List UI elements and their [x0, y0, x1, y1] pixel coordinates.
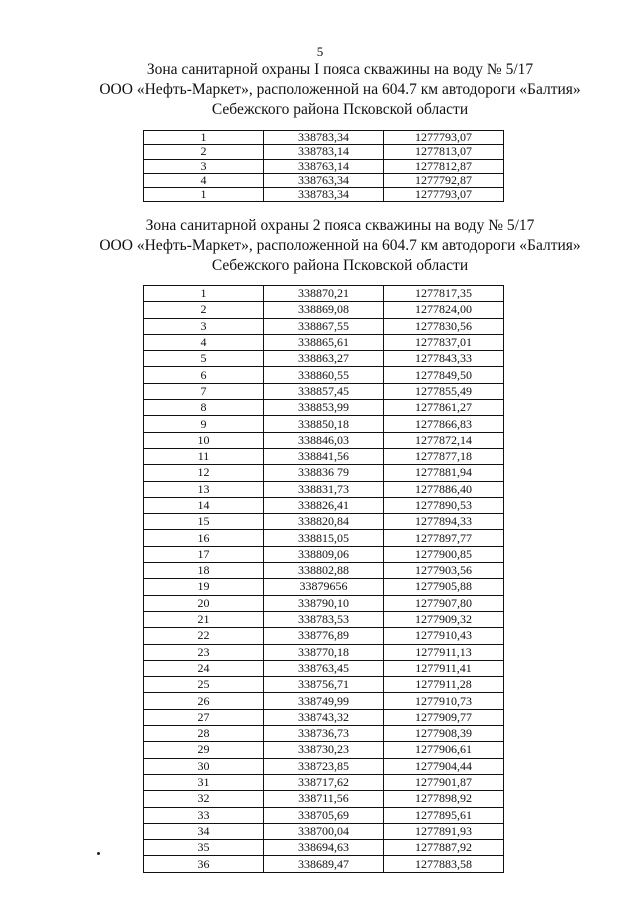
- x-coordinate-cell: 338723,85: [264, 758, 384, 774]
- y-coordinate-cell: 1277911,13: [384, 644, 504, 660]
- x-coordinate-cell: 338763,45: [264, 660, 384, 676]
- table-row: [144, 709, 504, 725]
- point-number-cell: 4: [144, 173, 264, 187]
- y-coordinate-cell: 1277861,27: [384, 400, 504, 416]
- y-coordinate-cell: 1277911,41: [384, 660, 504, 676]
- point-number-cell: 9: [144, 416, 264, 432]
- zone2-coordinates-table: [143, 285, 504, 873]
- x-coordinate-cell: 338865,61: [264, 334, 384, 350]
- point-number-cell: 13: [144, 481, 264, 497]
- zone2-heading: [0, 216, 640, 276]
- x-coordinate-cell: 338783,14: [264, 145, 384, 159]
- x-coordinate-cell: 338815,05: [264, 530, 384, 546]
- x-coordinate-cell: 338763,34: [264, 173, 384, 187]
- x-coordinate-cell: 338867,55: [264, 318, 384, 334]
- point-number-cell: 17: [144, 546, 264, 562]
- point-number-cell: 33: [144, 807, 264, 823]
- zone1-coordinates-table: [143, 130, 504, 202]
- y-coordinate-cell: 1277901,87: [384, 774, 504, 790]
- y-coordinate-cell: 1277849,50: [384, 367, 504, 383]
- table-row: [144, 145, 504, 159]
- point-number-cell: 36: [144, 856, 264, 872]
- x-coordinate-cell: 338689,47: [264, 856, 384, 872]
- point-number-cell: 34: [144, 823, 264, 839]
- point-number-cell: 4: [144, 334, 264, 350]
- table-row: [144, 791, 504, 807]
- point-number-cell: 2: [144, 145, 264, 159]
- point-number-cell: 11: [144, 448, 264, 464]
- x-coordinate-cell: 338836 79: [264, 465, 384, 481]
- point-number-cell: 25: [144, 677, 264, 693]
- table-row: [144, 611, 504, 627]
- table-row: [144, 758, 504, 774]
- x-coordinate-cell: 338763,14: [264, 159, 384, 173]
- x-coordinate-cell: 338841,56: [264, 448, 384, 464]
- x-coordinate-cell: 338831,73: [264, 481, 384, 497]
- table-row: [144, 131, 504, 145]
- zone1-heading: [0, 60, 640, 120]
- x-coordinate-cell: 338869,08: [264, 302, 384, 318]
- y-coordinate-cell: 1277793,07: [384, 188, 504, 202]
- y-coordinate-cell: 1277855,49: [384, 383, 504, 399]
- table-row: [144, 660, 504, 676]
- y-coordinate-cell: 1277905,88: [384, 579, 504, 595]
- point-number-cell: 24: [144, 660, 264, 676]
- table-row: [144, 465, 504, 481]
- table-row: [144, 383, 504, 399]
- point-number-cell: 5: [144, 351, 264, 367]
- point-number-cell: 19: [144, 579, 264, 595]
- x-coordinate-cell: 338783,53: [264, 611, 384, 627]
- table-row: [144, 481, 504, 497]
- table-row: [144, 159, 504, 173]
- table-row: [144, 823, 504, 839]
- y-coordinate-cell: 1277910,43: [384, 628, 504, 644]
- table-row: [144, 416, 504, 432]
- table-row: [144, 628, 504, 644]
- y-coordinate-cell: 1277890,53: [384, 497, 504, 513]
- x-coordinate-cell: 338717,62: [264, 774, 384, 790]
- point-number-cell: 3: [144, 318, 264, 334]
- zone1-title-line: Зона санитарной охраны I пояса скважины на воду № 5/17: [146, 61, 534, 78]
- point-number-cell: 1: [144, 286, 264, 302]
- point-number-cell: 1: [144, 188, 264, 202]
- zone2-title-line: Себежского района Псковской области: [211, 257, 469, 274]
- zone2-title-line: ООО «Нефть-Маркет», расположенной на 604.7 км автодороги «Балтия»: [99, 237, 581, 254]
- table-row: [144, 173, 504, 187]
- y-coordinate-cell: 1277891,93: [384, 823, 504, 839]
- x-coordinate-cell: 33879656: [264, 579, 384, 595]
- x-coordinate-cell: 338809,06: [264, 546, 384, 562]
- y-coordinate-cell: 1277894,33: [384, 514, 504, 530]
- x-coordinate-cell: 338857,45: [264, 383, 384, 399]
- table-row: [144, 840, 504, 856]
- y-coordinate-cell: 1277877,18: [384, 448, 504, 464]
- point-number-cell: 3: [144, 159, 264, 173]
- table-row: [144, 546, 504, 562]
- x-coordinate-cell: 338770,18: [264, 644, 384, 660]
- table-row: [144, 318, 504, 334]
- table-row: [144, 188, 504, 202]
- y-coordinate-cell: 1277900,85: [384, 546, 504, 562]
- y-coordinate-cell: 1277793,07: [384, 131, 504, 145]
- y-coordinate-cell: 1277866,83: [384, 416, 504, 432]
- table-row: [144, 563, 504, 579]
- table-row: [144, 514, 504, 530]
- point-number-cell: 12: [144, 465, 264, 481]
- x-coordinate-cell: 338783,34: [264, 188, 384, 202]
- point-number-cell: 32: [144, 791, 264, 807]
- table-row: [144, 856, 504, 872]
- y-coordinate-cell: 1277887,92: [384, 840, 504, 856]
- stray-dot-mark: [97, 852, 100, 855]
- x-coordinate-cell: 338853,99: [264, 400, 384, 416]
- table-row: [144, 530, 504, 546]
- table-row: [144, 367, 504, 383]
- x-coordinate-cell: 338820,84: [264, 514, 384, 530]
- x-coordinate-cell: 338749,99: [264, 693, 384, 709]
- point-number-cell: 2: [144, 302, 264, 318]
- table-row: [144, 286, 504, 302]
- point-number-cell: 14: [144, 497, 264, 513]
- point-number-cell: 16: [144, 530, 264, 546]
- x-coordinate-cell: 338860,55: [264, 367, 384, 383]
- y-coordinate-cell: 1277908,39: [384, 726, 504, 742]
- table-row: [144, 400, 504, 416]
- y-coordinate-cell: 1277909,77: [384, 709, 504, 725]
- table-row: [144, 774, 504, 790]
- point-number-cell: 6: [144, 367, 264, 383]
- point-number-cell: 30: [144, 758, 264, 774]
- y-coordinate-cell: 1277883,58: [384, 856, 504, 872]
- point-number-cell: 15: [144, 514, 264, 530]
- point-number-cell: 28: [144, 726, 264, 742]
- x-coordinate-cell: 338802,88: [264, 563, 384, 579]
- y-coordinate-cell: 1277812,87: [384, 159, 504, 173]
- y-coordinate-cell: 1277837,01: [384, 334, 504, 350]
- x-coordinate-cell: 338736,73: [264, 726, 384, 742]
- x-coordinate-cell: 338826,41: [264, 497, 384, 513]
- point-number-cell: 20: [144, 595, 264, 611]
- y-coordinate-cell: 1277911,28: [384, 677, 504, 693]
- point-number-cell: 29: [144, 742, 264, 758]
- y-coordinate-cell: 1277904,44: [384, 758, 504, 774]
- x-coordinate-cell: 338711,56: [264, 791, 384, 807]
- x-coordinate-cell: 338705,69: [264, 807, 384, 823]
- y-coordinate-cell: 1277903,56: [384, 563, 504, 579]
- y-coordinate-cell: 1277895,61: [384, 807, 504, 823]
- table-row: [144, 726, 504, 742]
- y-coordinate-cell: 1277898,92: [384, 791, 504, 807]
- point-number-cell: 1: [144, 131, 264, 145]
- table-row: [144, 644, 504, 660]
- zone2-title-line: Зона санитарной охраны 2 пояса скважины на воду № 5/17: [145, 217, 535, 234]
- y-coordinate-cell: 1277824,00: [384, 302, 504, 318]
- table-row: [144, 302, 504, 318]
- point-number-cell: 31: [144, 774, 264, 790]
- x-coordinate-cell: 338700,04: [264, 823, 384, 839]
- x-coordinate-cell: 338863,27: [264, 351, 384, 367]
- y-coordinate-cell: 1277907,80: [384, 595, 504, 611]
- y-coordinate-cell: 1277817,35: [384, 286, 504, 302]
- y-coordinate-cell: 1277872,14: [384, 432, 504, 448]
- point-number-cell: 26: [144, 693, 264, 709]
- x-coordinate-cell: 338776,89: [264, 628, 384, 644]
- point-number-cell: 7: [144, 383, 264, 399]
- point-number-cell: 8: [144, 400, 264, 416]
- table-row: [144, 807, 504, 823]
- x-coordinate-cell: 338870,21: [264, 286, 384, 302]
- table-row: [144, 677, 504, 693]
- y-coordinate-cell: 1277813,07: [384, 145, 504, 159]
- x-coordinate-cell: 338743,32: [264, 709, 384, 725]
- x-coordinate-cell: 338694,63: [264, 840, 384, 856]
- table-row: [144, 432, 504, 448]
- x-coordinate-cell: 338846,03: [264, 432, 384, 448]
- x-coordinate-cell: 338730,23: [264, 742, 384, 758]
- table-row: [144, 595, 504, 611]
- point-number-cell: 21: [144, 611, 264, 627]
- table-row: [144, 448, 504, 464]
- y-coordinate-cell: 1277843,33: [384, 351, 504, 367]
- y-coordinate-cell: 1277792,87: [384, 173, 504, 187]
- y-coordinate-cell: 1277886,40: [384, 481, 504, 497]
- y-coordinate-cell: 1277830,56: [384, 318, 504, 334]
- point-number-cell: 35: [144, 840, 264, 856]
- x-coordinate-cell: 338783,34: [264, 131, 384, 145]
- point-number-cell: 10: [144, 432, 264, 448]
- x-coordinate-cell: 338790,10: [264, 595, 384, 611]
- zone1-title-line: ООО «Нефть-Маркет», расположенной на 604.7 км автодороги «Балтия»: [99, 81, 581, 98]
- table-row: [144, 351, 504, 367]
- point-number-cell: 23: [144, 644, 264, 660]
- zone1-title-line: Себежского района Псковской области: [211, 101, 469, 118]
- table-row: [144, 579, 504, 595]
- table-row: [144, 693, 504, 709]
- y-coordinate-cell: 1277906,61: [384, 742, 504, 758]
- y-coordinate-cell: 1277897,77: [384, 530, 504, 546]
- point-number-cell: 22: [144, 628, 264, 644]
- table-row: [144, 742, 504, 758]
- y-coordinate-cell: 1277909,32: [384, 611, 504, 627]
- table-row: [144, 497, 504, 513]
- point-number-cell: 18: [144, 563, 264, 579]
- x-coordinate-cell: 338850,18: [264, 416, 384, 432]
- x-coordinate-cell: 338756,71: [264, 677, 384, 693]
- table-row: [144, 334, 504, 350]
- y-coordinate-cell: 1277881,94: [384, 465, 504, 481]
- y-coordinate-cell: 1277910,73: [384, 693, 504, 709]
- point-number-cell: 27: [144, 709, 264, 725]
- page-number: 5: [316, 44, 324, 59]
